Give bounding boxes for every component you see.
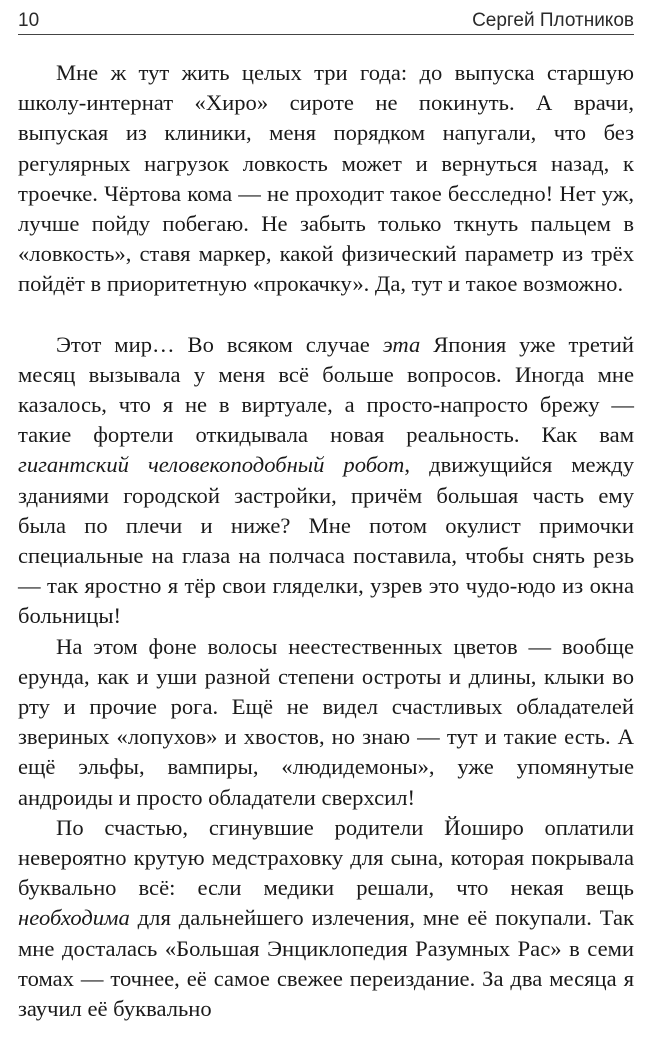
body-text	[18, 58, 634, 1024]
text-run: , движущийся между зданиями городской застройки, причём большая часть ему была по плечи и ниже? Мне потом окулист примочки специальные на глаза на полчаса поставила, чтобы снять резь — так яростно я тёр свои гляделки, узрев это чудо-юдо из окна больницы!	[18, 452, 634, 629]
text-run: Япония уже третий месяц вызывала у меня всё больше вопросов. Иногда мне казалось, что я не в виртуале, а просто-напросто брежу — такие фортели откидывала новая реальность. Как вам	[18, 331, 634, 448]
header-rule	[18, 34, 634, 35]
text-run: Мне ж тут жить целых три года: до выпуска старшую школу-интернат «Хиро» сироте не покинуть. А врачи, выпуская из клиники, меня порядком напугали, что без регулярных нагрузок ловкость может и вернуться назад, к троечке. Чёртова кома — не проходит такое бесследно! Нет уж, лучше пойду побегаю. Не забыть только ткнуть пальцем в «ловкость», ставя маркер, какой физический параметр из трёх пойдёт в приоритетную «прокачку». Да, тут и такое возможно.	[18, 60, 634, 297]
italic-text: гигантский человекоподобный робот	[18, 452, 405, 478]
italic-text: эта	[382, 331, 421, 357]
text-run: Этот мир… Во всяком случае	[56, 331, 383, 357]
page-number: 10	[18, 10, 40, 31]
text-run: для дальнейшего излечения, мне её покупали. Так мне досталась «Большая Энциклопедия Разумных Рас» в семи томах — точнее, её самое свежее переиздание. За два месяца я заучил её буквально	[18, 905, 634, 1022]
text-run: На этом фоне волосы неестественных цветов — вообще ерунда, как и уши разной степени остроты и длины, клыки во рту и прочие рога. Ещё не видел счастливых обладателей звериных «лопухов» и хвостов, но знаю — тут и такие есть. А ещё эльфы, вампиры, «людидемоны», уже упомянутые андроиды и просто обладатели сверхсил!	[18, 633, 634, 810]
paragraph	[18, 330, 634, 632]
text-run: По счастью, сгинувшие родители Йоширо оплатили невероятно крутую медстраховку для сына, которая покрывала буквально всё: если медики решали, что некая вещь	[18, 814, 634, 901]
paragraph	[18, 632, 634, 813]
author-name: Сергей Плотников	[472, 10, 634, 31]
running-head	[18, 6, 634, 32]
paragraph	[18, 58, 634, 300]
italic-text: необходима	[18, 905, 130, 931]
paragraph	[18, 813, 634, 1024]
